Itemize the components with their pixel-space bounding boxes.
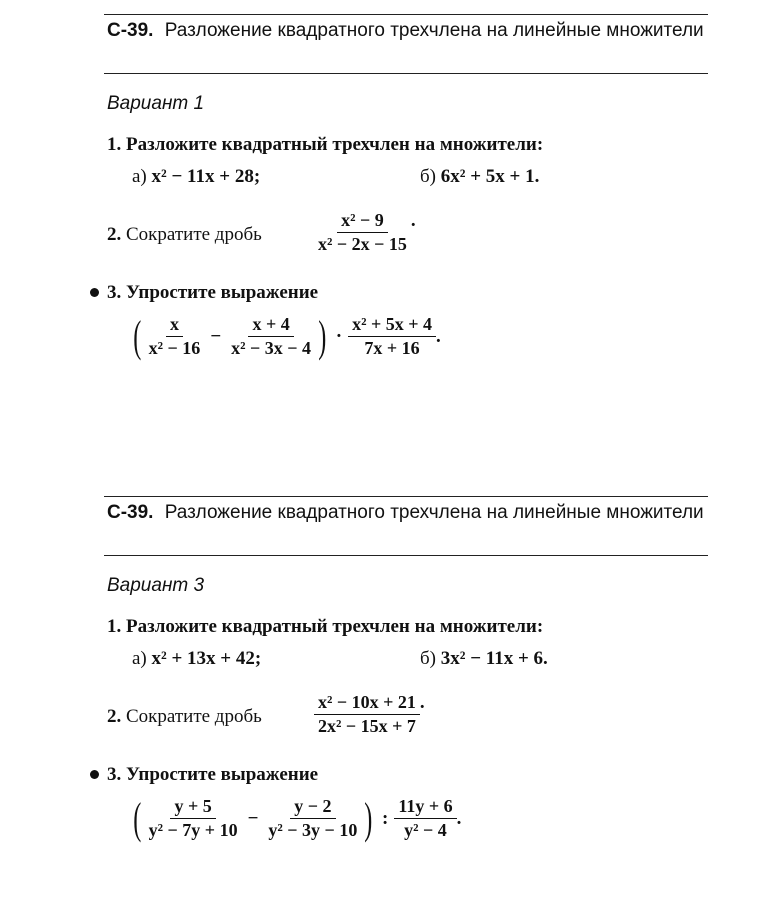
bullet-icon: [90, 770, 99, 779]
task-2-number: 2.: [107, 706, 122, 727]
bullet-icon: [90, 288, 99, 297]
task-1-text: Разложите квадратный трехчлен на множители:: [126, 616, 544, 637]
fraction-numerator: x² − 9: [337, 210, 388, 233]
fraction-1: [145, 314, 205, 359]
header-rule-bottom: [104, 73, 708, 74]
task-1b: [420, 648, 548, 670]
section-code: С-39.: [107, 502, 154, 523]
operator: ·: [335, 325, 343, 347]
fraction-denominator: x² − 2x − 15: [318, 234, 407, 254]
fraction-numerator: x: [166, 314, 183, 337]
task-2-text: Сократите дробь: [126, 224, 262, 245]
task-3: [107, 764, 318, 786]
fraction-denominator: 7x + 16: [364, 338, 420, 358]
task-1a: [132, 166, 260, 188]
fraction-2: [227, 314, 315, 359]
fraction-1: [145, 796, 242, 841]
task-1b-label: б): [420, 166, 436, 187]
section-code: С-39.: [107, 20, 154, 41]
task-3-number: 3.: [107, 282, 122, 303]
operator: −: [247, 807, 259, 829]
task-1a-expr: x² − 11x + 28;: [151, 166, 261, 187]
fraction-numerator: x² + 5x + 4: [348, 314, 436, 337]
fraction-denominator: 2x² − 15x + 7: [318, 716, 416, 736]
header-rule-top: [104, 14, 708, 15]
worksheet-variant-3: [0, 482, 768, 914]
task-1a: [132, 648, 261, 670]
task-2-fraction: $\frac{\text{x² − 9}}{\text{x² − 2x − 15}}$ .: [314, 210, 416, 255]
fraction-3: [348, 314, 436, 359]
right-paren: ): [364, 793, 373, 843]
variant-label: Вариант 3: [107, 575, 205, 596]
task-3-expression: ( $\frac{y + 5}{\text{y² − 7y + 10}}$ − $\frac{y - 2}{\text{y² − 3y − 10}}$ ) : $\frac{11y + 6}{\text{y² − 4}}$ .: [133, 793, 462, 843]
header-rule-top: [104, 496, 708, 497]
fraction-denominator: x² − 3x − 4: [231, 338, 312, 358]
fraction-denominator: x² − 16: [148, 338, 201, 358]
task-2: [107, 706, 262, 728]
fraction-denominator: y² − 7y + 10: [148, 820, 238, 840]
task-1a-expr: x² + 13x + 42;: [151, 648, 262, 669]
fraction-3: [394, 796, 456, 841]
task-1b: [420, 166, 539, 188]
task-1: [107, 616, 543, 638]
fraction-numerator: y − 2: [290, 796, 335, 819]
task-1a-label: а): [132, 166, 147, 187]
task-3-text: Упростите выражение: [126, 764, 319, 785]
section-header: [107, 19, 707, 43]
task-1a-label: а): [132, 648, 147, 669]
task-1b-expr: 6x² + 5x + 1.: [440, 166, 540, 187]
left-paren: (: [133, 793, 142, 843]
task-2: [107, 224, 262, 246]
task-1-number: 1.: [107, 616, 122, 637]
fraction-denominator: y² − 4: [404, 820, 447, 840]
section-header: [107, 501, 707, 525]
task-3-number: 3.: [107, 764, 122, 785]
task-1b-label: б): [420, 648, 436, 669]
task-1: [107, 134, 543, 156]
worksheet-variant-1: [0, 0, 768, 432]
section-title: Разложение квадратного трехчлена на линейные множители: [164, 502, 704, 523]
fraction-2: [264, 796, 361, 841]
fraction-numerator: y + 5: [170, 796, 215, 819]
fraction-denominator: y² − 3y − 10: [268, 820, 358, 840]
task-2-fraction: $\frac{\text{x² − 10x + 21}}{\text{2x² − 15x + 7}}$ .: [314, 692, 425, 737]
task-1b-expr: 3x² − 11x + 6.: [440, 648, 548, 669]
header-rule-bottom: [104, 555, 708, 556]
task-1-text: Разложите квадратный трехчлен на множители:: [126, 134, 544, 155]
task-2-text: Сократите дробь: [126, 706, 262, 727]
task-1-number: 1.: [107, 134, 122, 155]
task-3-text: Упростите выражение: [126, 282, 319, 303]
operator: :: [381, 807, 389, 829]
task-3-expression: ( $\frac{x}{\text{x² − 16}}$ − $\frac{x + 4}{\text{x² − 3x − 4}}$ ) · $\frac{\text{x² + 5x + 4}}{7x + 16}$ .: [133, 311, 441, 361]
task-2-number: 2.: [107, 224, 122, 245]
fraction-numerator: x² − 10x + 21: [314, 692, 420, 715]
section-title: Разложение квадратного трехчлена на линейные множители: [164, 20, 704, 41]
fraction-numerator: x + 4: [248, 314, 293, 337]
task-3: [107, 282, 318, 304]
left-paren: (: [133, 311, 142, 361]
right-paren: ): [318, 311, 327, 361]
fraction-numerator: 11y + 6: [394, 796, 456, 819]
operator: −: [210, 325, 222, 347]
variant-label: Вариант 1: [107, 93, 205, 114]
